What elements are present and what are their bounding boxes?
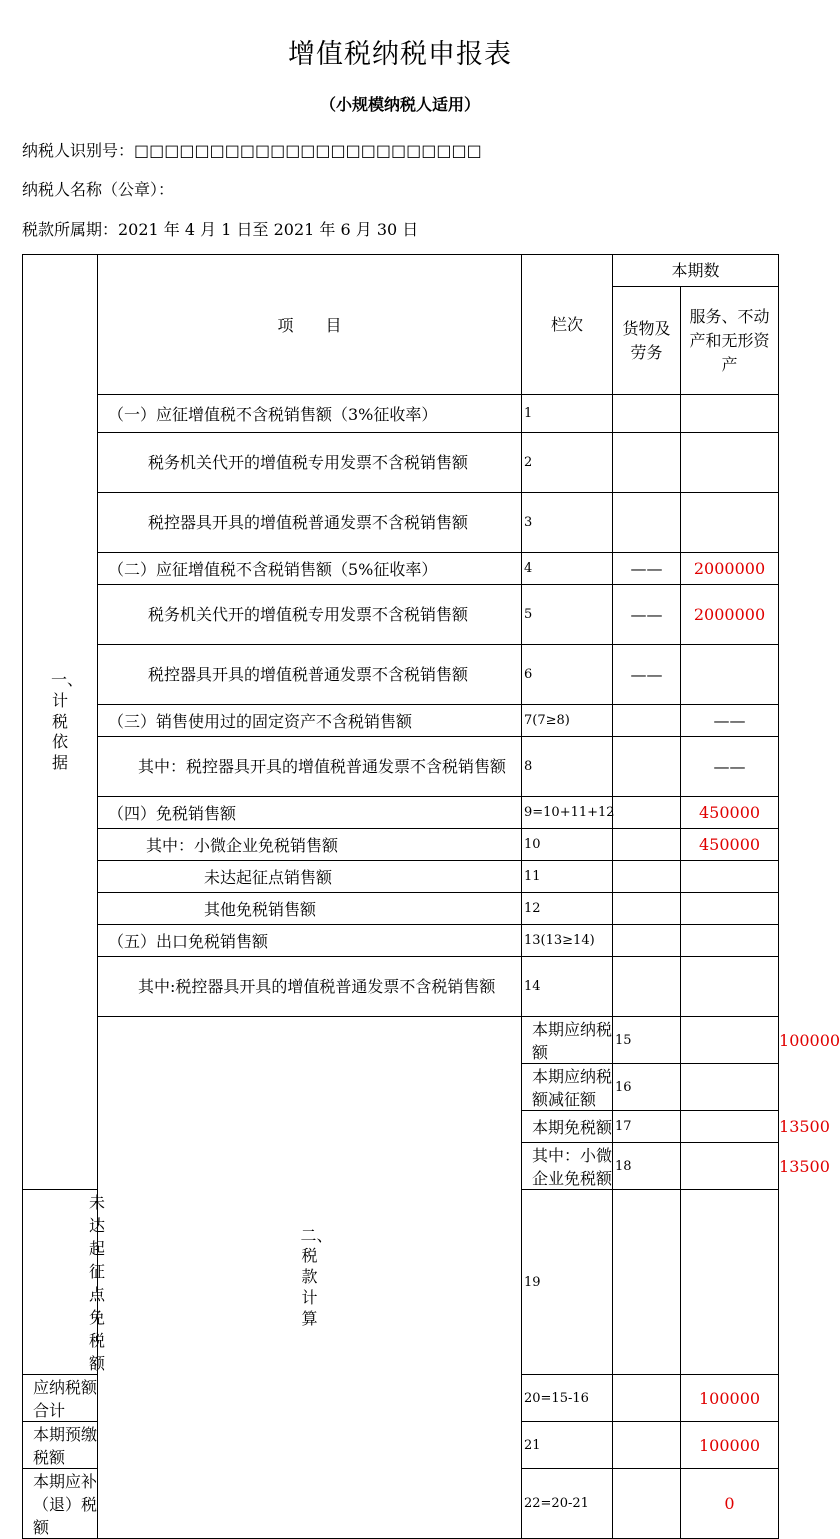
row-line: 3 bbox=[522, 493, 613, 553]
row-goods: —— bbox=[613, 645, 681, 705]
row-goods bbox=[613, 893, 681, 925]
row-goods bbox=[613, 1375, 681, 1422]
row-services: 0 bbox=[681, 1469, 779, 1539]
table-row bbox=[23, 645, 779, 705]
tax-period: 税款所属期：2021 年 4 月 1 日至 2021 年 6 月 30 日 bbox=[22, 220, 419, 239]
row-item: 其中：小微企业免税额 bbox=[522, 1143, 613, 1190]
row-item: 税务机关代开的增值税专用发票不含税销售额 bbox=[98, 433, 522, 493]
row-services: 450000 bbox=[681, 829, 779, 861]
row-item: （二）应征增值税不含税销售额（5%征收率） bbox=[98, 553, 522, 585]
row-goods bbox=[613, 395, 681, 433]
row-line: 5 bbox=[522, 585, 613, 645]
row-goods bbox=[613, 797, 681, 829]
row-services bbox=[681, 957, 779, 1017]
header-line: 栏次 bbox=[522, 255, 613, 395]
row-goods bbox=[681, 1111, 779, 1143]
row-line: 18 bbox=[613, 1143, 681, 1190]
row-item: 本期应纳税额减征额 bbox=[522, 1064, 613, 1111]
row-item: 未达起征点免税额 bbox=[23, 1190, 98, 1375]
section-two-cell bbox=[98, 1017, 522, 1539]
row-goods bbox=[681, 1017, 779, 1064]
table-row bbox=[23, 433, 779, 493]
table-row bbox=[23, 737, 779, 797]
table-row bbox=[23, 829, 779, 861]
section-one-cell bbox=[23, 255, 98, 1190]
row-goods bbox=[613, 1422, 681, 1469]
header-current-period: 本期数 bbox=[613, 255, 779, 287]
row-goods bbox=[613, 1190, 681, 1375]
row-line: 19 bbox=[522, 1190, 613, 1375]
row-line: 12 bbox=[522, 893, 613, 925]
row-services: 100000 bbox=[681, 1422, 779, 1469]
table-row: 二、税款计算 本期应纳税额 15 100000 bbox=[23, 1017, 779, 1064]
taxpayer-id-boxes: □□□□□□□□□□□□□□□□□□□□□□□ bbox=[134, 141, 482, 160]
header-services: 服务、不动产和无形资产 bbox=[681, 287, 779, 395]
row-line: 7(7≥8) bbox=[522, 705, 613, 737]
row-goods bbox=[613, 433, 681, 493]
section-one-label: 一、计税依据 bbox=[51, 670, 84, 773]
header-item: 项 目 bbox=[98, 255, 522, 395]
row-item: （一）应征增值税不含税销售额（3%征收率） bbox=[98, 395, 522, 433]
row-item: 本期预缴税额 bbox=[23, 1422, 98, 1469]
row-services: —— bbox=[681, 737, 779, 797]
row-services bbox=[681, 433, 779, 493]
row-goods: —— bbox=[613, 585, 681, 645]
row-line: 16 bbox=[613, 1064, 681, 1111]
table-row bbox=[23, 925, 779, 957]
row-item: （四）免税销售额 bbox=[98, 797, 522, 829]
row-services: 2000000 bbox=[681, 585, 779, 645]
row-item: 税控器具开具的增值税普通发票不含税销售额 bbox=[98, 645, 522, 705]
row-goods bbox=[613, 957, 681, 1017]
table-row bbox=[23, 957, 779, 1017]
row-services: 100000 bbox=[681, 1375, 779, 1422]
row-services: —— bbox=[681, 705, 779, 737]
declaration-table bbox=[22, 254, 840, 1539]
table-row bbox=[23, 893, 779, 925]
row-services bbox=[681, 925, 779, 957]
header-goods: 货物及劳务 bbox=[613, 287, 681, 395]
taxpayer-id-line bbox=[22, 138, 482, 161]
taxpayer-name-label: 纳税人名称（公章）： bbox=[22, 180, 175, 199]
row-item: 本期免税额 bbox=[522, 1111, 613, 1143]
row-item: 未达起征点销售额 bbox=[98, 861, 522, 893]
row-line: 4 bbox=[522, 553, 613, 585]
row-goods bbox=[613, 925, 681, 957]
row-goods bbox=[613, 861, 681, 893]
row-item: 税控器具开具的增值税普通发票不含税销售额 bbox=[98, 493, 522, 553]
row-goods bbox=[681, 1064, 779, 1111]
table-row bbox=[23, 585, 779, 645]
row-goods bbox=[613, 737, 681, 797]
row-line: 20=15-16 bbox=[522, 1375, 613, 1422]
row-services bbox=[681, 893, 779, 925]
row-line: 1 bbox=[522, 395, 613, 433]
taxpayer-id-label: 纳税人识别号： bbox=[22, 141, 135, 160]
table-row bbox=[23, 705, 779, 737]
table-row bbox=[23, 395, 779, 433]
row-goods: —— bbox=[613, 553, 681, 585]
row-line: 9=10+11+12 bbox=[522, 797, 613, 829]
row-line: 6 bbox=[522, 645, 613, 705]
table-row bbox=[23, 553, 779, 585]
row-services bbox=[681, 395, 779, 433]
row-line: 21 bbox=[522, 1422, 613, 1469]
row-line: 17 bbox=[613, 1111, 681, 1143]
row-services bbox=[681, 645, 779, 705]
row-item: 税务机关代开的增值税专用发票不含税销售额 bbox=[98, 585, 522, 645]
row-line: 22=20-21 bbox=[522, 1469, 613, 1539]
form-subtitle: （小规模纳税人适用） bbox=[319, 95, 480, 114]
row-goods bbox=[613, 705, 681, 737]
row-services bbox=[681, 1190, 779, 1375]
row-services bbox=[681, 493, 779, 553]
row-line: 13(13≥14) bbox=[522, 925, 613, 957]
row-item: 应纳税额合计 bbox=[23, 1375, 98, 1422]
table-row bbox=[23, 861, 779, 893]
table-row: 本期免税额 17 13500 bbox=[23, 1111, 779, 1143]
table-row bbox=[23, 493, 779, 553]
row-item: （三）销售使用过的固定资产不含税销售额 bbox=[98, 705, 522, 737]
row-item: （五）出口免税销售额 bbox=[98, 925, 522, 957]
row-item: 本期应纳税额 bbox=[522, 1017, 613, 1064]
row-goods bbox=[681, 1143, 779, 1190]
row-item: 其中：税控器具开具的增值税普通发票不含税销售额 bbox=[98, 737, 522, 797]
form-title: 增值税纳税申报表 bbox=[288, 39, 512, 70]
row-line: 11 bbox=[522, 861, 613, 893]
row-goods bbox=[613, 1469, 681, 1539]
row-line: 14 bbox=[522, 957, 613, 1017]
row-item: 其他免税销售额 bbox=[98, 893, 522, 925]
row-line: 2 bbox=[522, 433, 613, 493]
table-row: 其中：小微企业免税额 18 13500 bbox=[23, 1143, 779, 1190]
row-item: 其中：小微企业免税销售额 bbox=[98, 829, 522, 861]
row-services bbox=[681, 861, 779, 893]
row-item: 本期应补（退）税额 bbox=[23, 1469, 98, 1539]
row-goods bbox=[613, 829, 681, 861]
row-item: 其中:税控器具开具的增值税普通发票不含税销售额 bbox=[98, 957, 522, 1017]
row-line: 8 bbox=[522, 737, 613, 797]
table-row bbox=[23, 797, 779, 829]
row-services: 2000000 bbox=[681, 553, 779, 585]
row-line: 10 bbox=[522, 829, 613, 861]
section-two-label: 二、税款计算 bbox=[300, 1225, 333, 1328]
row-goods bbox=[613, 493, 681, 553]
row-line: 15 bbox=[613, 1017, 681, 1064]
row-services: 450000 bbox=[681, 797, 779, 829]
